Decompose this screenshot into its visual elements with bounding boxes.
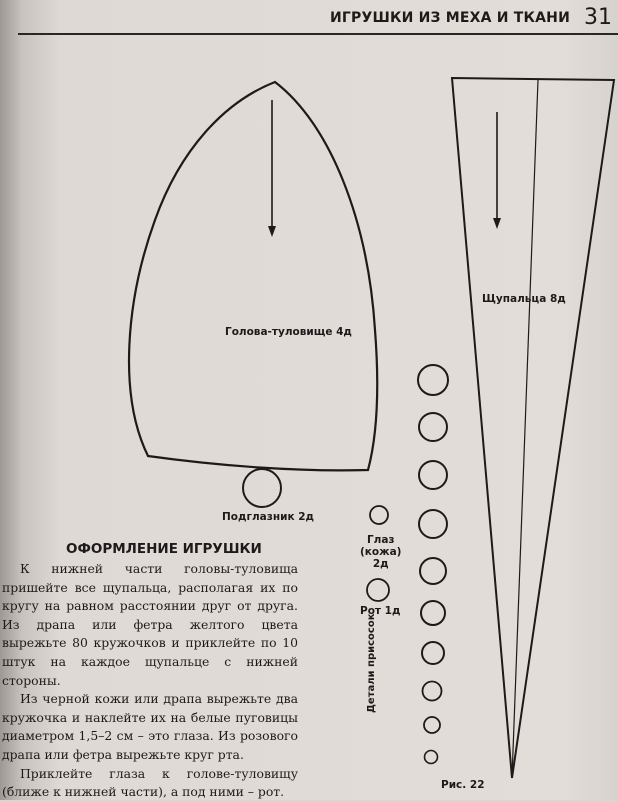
- section-title: ОФОРМЛЕНИЕ ИГРУШКИ: [66, 541, 262, 557]
- mouth-circle: [367, 579, 389, 601]
- label-head-body: Голова-туловище 4д: [225, 326, 352, 338]
- chin-circle: [243, 469, 281, 507]
- paragraph-2: Из черной кожи или драпа вырежьте два кружочка и наклейте их на белые пуговицы диаметром 1,5–2 см – это глаза. Из розового драпа или фетра вырежьте круг рта.: [2, 691, 298, 762]
- sucker-circle: [419, 461, 447, 489]
- sucker-circle: [419, 413, 447, 441]
- sucker-circle: [421, 601, 445, 625]
- grain-arrowhead-head: [268, 226, 276, 237]
- label-eye-line2: (кожа): [360, 546, 402, 558]
- instructions-text: [2, 560, 298, 802]
- figure-caption: Рис. 22: [441, 779, 485, 791]
- sucker-circle: [418, 365, 448, 395]
- label-eye-line1: Глаз: [366, 534, 395, 546]
- grain-arrowhead-tentacle: [493, 218, 501, 229]
- paragraph-1: К нижней части головы-туловища пришейте все щупальца, располагая их по кругу на равном расстоянии друг от друга. Из драпа или фетра желтого цвета вырежьте 80 кружочков и приклейте по 10 штук на каждое щупальце с нижней стороны.: [2, 561, 298, 688]
- sucker-circle: [420, 558, 446, 584]
- sucker-circle: [423, 682, 442, 701]
- sucker-circle: [425, 751, 438, 764]
- tentacle-pattern: [452, 78, 614, 778]
- label-eye-line3: 2д: [372, 558, 389, 570]
- head-body-pattern: [129, 82, 377, 470]
- page-number: 31: [584, 5, 612, 30]
- sucker-circle: [422, 642, 444, 664]
- sucker-circle: [424, 717, 440, 733]
- label-mouth: Рот 1д: [360, 605, 401, 617]
- running-head: ИГРУШКИ ИЗ МЕХА И ТКАНИ: [329, 10, 570, 26]
- paragraph-3: Приклейте глаза к голове-туловищу (ближе к нижней части), а под ними – рот.: [2, 765, 298, 800]
- label-suckers: Детали присосок: [366, 613, 377, 713]
- tentacle-center-line: [512, 80, 538, 778]
- sucker-circle: [419, 510, 447, 538]
- eye-circle: [370, 506, 388, 524]
- sucker-circles: [418, 365, 448, 764]
- label-tentacle: Щупальца 8д: [482, 293, 566, 305]
- label-eye: [360, 534, 401, 570]
- label-chin: Подглазник 2д: [222, 511, 315, 523]
